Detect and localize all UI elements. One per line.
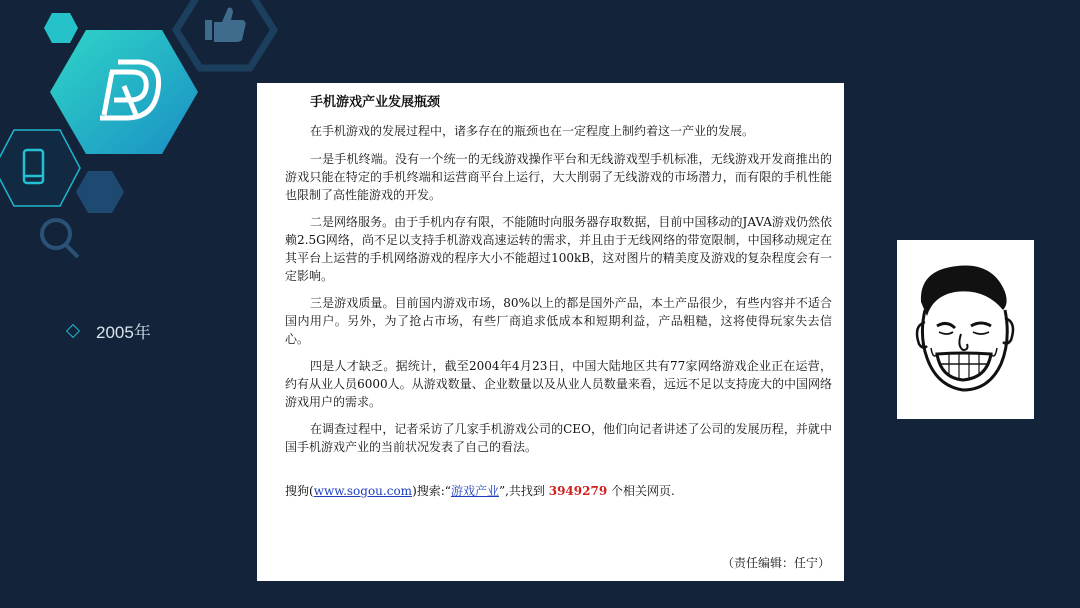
search-mid: )搜索:“ (412, 484, 451, 498)
editor-credit: （责任编辑：任宁） (721, 556, 830, 570)
search-prefix: 搜狗( (285, 484, 314, 498)
sogou-link[interactable]: www.sogou.com (313, 484, 413, 498)
article-paragraph: 在调查过程中，记者采访了几家手机游戏公司的CEO，他们向记者讲述了公司的发展历程，并就中国手机游戏产业的当前状况发表了自己的看法。 (285, 422, 832, 454)
meme-image (897, 240, 1034, 419)
search-icon (42, 220, 78, 257)
search-mid2: ”,共找到 (498, 484, 549, 498)
article-paragraph: 四是人才缺乏。据统计，截至2004年4月23日，中国大陆地区共有77家网络游戏企业正在运营，约有从业人员6000人。从游戏数量、企业数量以及从业人员数量来看，远远不足以支持庞大的中国网络游戏用户的需求。 (285, 359, 832, 409)
small-hexagon (44, 13, 78, 43)
article-title: 手机游戏产业发展瓶颈 (310, 95, 441, 110)
year-label: 2005年 (96, 323, 151, 342)
article-paragraph: 一是手机终端。没有一个统一的无线游戏操作平台和无线游戏型手机标准，无线游戏开发商推出的游戏只能在特定的手机终端和运营商平台上运行，大大削弱了无线游戏的市场潜力，而有限的手机性能也限制了高性能游戏的开发。 (285, 152, 832, 202)
article-paragraph: 三是游戏质量。目前国内游戏市场，80%以上的都是国外产品，本土产品很少，有些内容并不适合国内用户。另外，为了抢占市场，有些厂商追求低成本和短期利益，产品粗糙，这将使得玩家失去信心。 (285, 296, 832, 346)
article-scan (257, 83, 844, 581)
timeline-bullet (68, 318, 151, 343)
search-result-line (285, 482, 832, 499)
keyword-link[interactable]: 游戏产业 (450, 484, 499, 498)
phone-hexagon (0, 130, 80, 206)
meme-face-icon (897, 240, 1034, 419)
search-suffix: 个相关网页. (607, 484, 675, 498)
navy-hexagon (76, 171, 124, 213)
diamond-icon (66, 323, 80, 337)
result-count: 3949279 (548, 484, 608, 498)
article-paragraph: 二是网络服务。由于手机内存有限，不能随时向服务器存取数据，目前中国移动的JAVA游戏仍然依赖2.5G网络，尚不足以支持手机游戏高速运转的需求，并且由于无线网络的带宽限制，中国移动规定在其平台上运营的手机网络游戏的程序大小不能超过100kB，这对图片的精美度及游戏的复杂程度会有一定影响。 (285, 215, 832, 283)
thumbs-up-icon (205, 8, 246, 43)
article-intro: 在手机游戏的发展过程中，诸多存在的瓶颈也在一定程度上制约着这一产业的发展。 (310, 124, 755, 138)
